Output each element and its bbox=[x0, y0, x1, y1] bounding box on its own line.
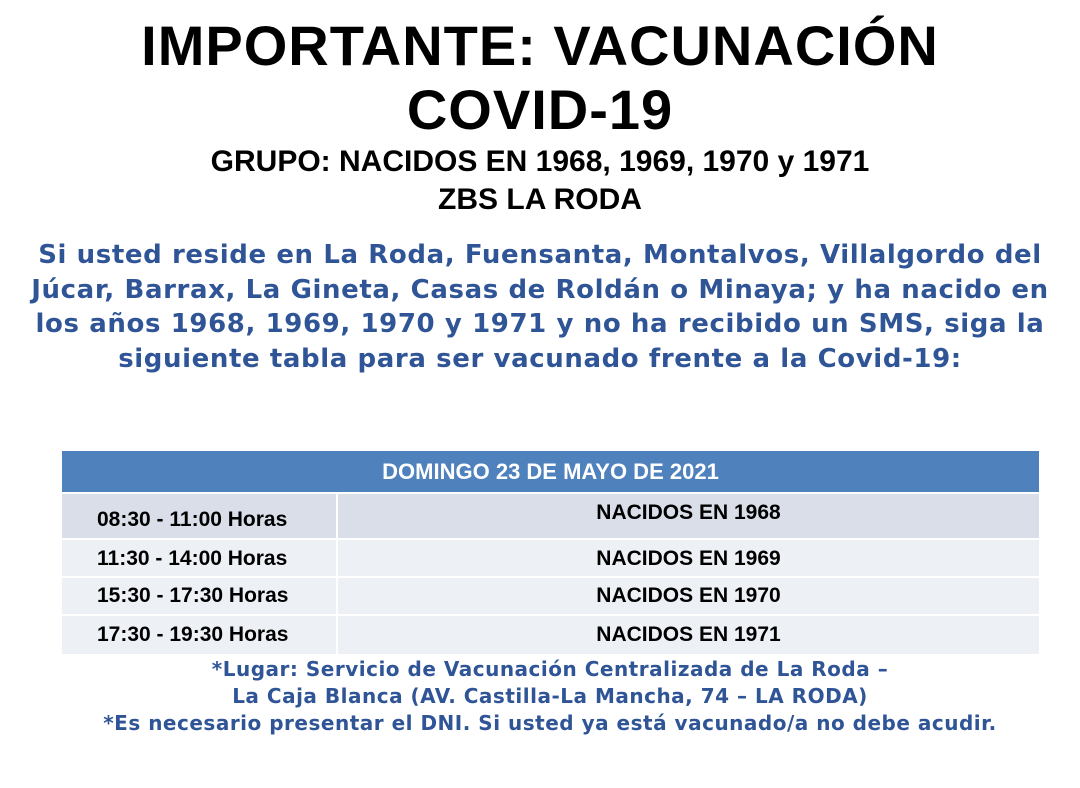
group-cell: NACIDOS EN 1968 bbox=[596, 501, 781, 524]
group-cell: NACIDOS EN 1971 bbox=[596, 623, 781, 646]
place-line-2: La Caja Blanca (AV. Castilla-La Mancha, 74 – LA RODA) bbox=[232, 684, 868, 708]
time-cell: 11:30 - 14:00 Horas bbox=[62, 540, 338, 576]
intro-paragraph: Si usted reside en La Roda, Fuensanta, Montalvos, Villalgordo del Júcar, Barrax, La Gineta, Casas de Roldán o Minaya; y ha nacido en los años 1968, 1969, 1970 y 1971 y no ha recibido un SMS, siga la siguiente tabla para ser vacunado frente a la Covid-19: bbox=[31, 240, 1049, 374]
schedule-header: DOMINGO 23 DE MAYO DE 2021 bbox=[62, 451, 1039, 492]
schedule-table bbox=[62, 451, 1039, 654]
time-cell: 17:30 - 19:30 Horas bbox=[62, 616, 338, 654]
time-cell: 15:30 - 17:30 Horas bbox=[62, 578, 338, 614]
footer-notes bbox=[100, 656, 1000, 737]
table-row bbox=[62, 614, 1039, 654]
group-subtitle: GRUPO: NACIDOS EN 1968, 1969, 1970 y 1971 bbox=[210, 145, 870, 178]
time-cell: 08:30 - 11:00 Horas bbox=[62, 494, 338, 538]
zone-subtitle: ZBS LA RODA bbox=[438, 183, 642, 216]
table-row bbox=[62, 538, 1039, 576]
table-row bbox=[62, 492, 1039, 538]
group-cell: NACIDOS EN 1970 bbox=[596, 584, 781, 607]
page-title-line1: IMPORTANTE: VACUNACIÓN bbox=[141, 14, 939, 77]
dni-note: *Es necesario presentar el DNI. Si usted ya está vacunado/a no debe acudir. bbox=[103, 711, 997, 735]
page-title-line2: COVID-19 bbox=[406, 78, 674, 141]
group-cell: NACIDOS EN 1969 bbox=[596, 547, 781, 570]
place-line-1: *Lugar: Servicio de Vacunación Centralizada de La Roda – bbox=[211, 657, 889, 681]
table-row bbox=[62, 576, 1039, 614]
